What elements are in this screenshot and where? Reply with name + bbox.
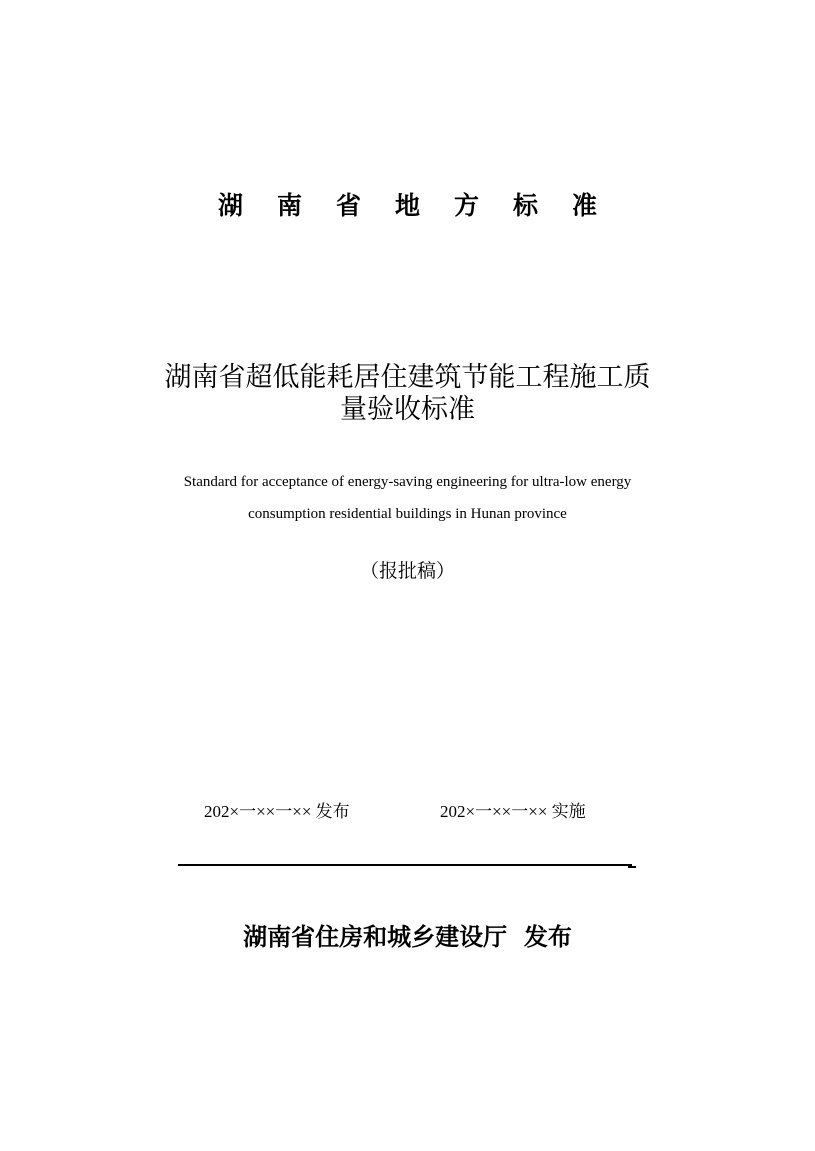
- english-title-line-2: consumption residential buildings in Hunan province: [248, 506, 567, 522]
- divider-line: [178, 864, 632, 866]
- divider-tick: [628, 866, 636, 868]
- issuing-authority: 湖南省住房和城乡建设厅 发布: [243, 923, 572, 951]
- english-title-line-1: Standard for acceptance of energy-saving engineering for ultra-low energy: [183, 474, 632, 490]
- document-title-line-1: 湖南省超低能耗居住建筑节能工程施工质: [164, 362, 651, 393]
- implementation-date: 202×一××一×× 实施: [440, 802, 586, 821]
- standard-type-heading: 湖南省地方标准: [217, 191, 631, 220]
- document-title: [110, 362, 705, 426]
- issue-date: 202×一××一×× 发布: [204, 802, 350, 821]
- document-title-line-2: 量验收标准: [340, 394, 475, 425]
- dates-row: [0, 798, 815, 826]
- draft-status: （报批稿）: [359, 560, 455, 582]
- english-title: [90, 466, 725, 530]
